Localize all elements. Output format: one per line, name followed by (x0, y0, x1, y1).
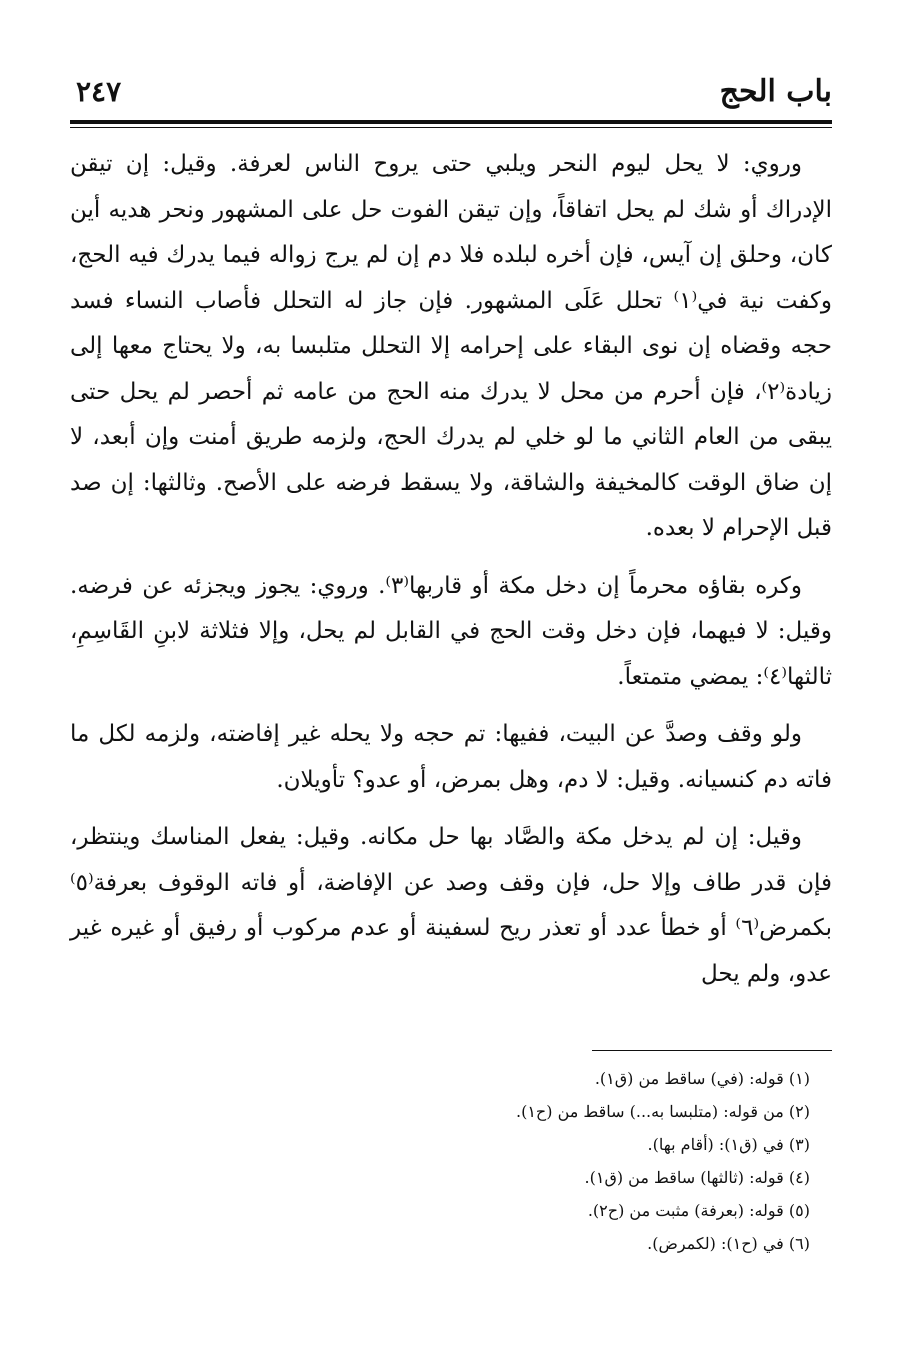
header-rule-thin (70, 127, 832, 128)
footnote: (٣) في (ق١): (أقام بها). (647, 1135, 810, 1154)
footnotes (70, 1062, 832, 1260)
main-text (70, 142, 832, 1009)
footnote: (٥) قوله: (بعرفة) مثبت من (ح٢). (587, 1201, 810, 1220)
paragraph: ولو وقف وصدَّ عن البيت، ففيها: تم حجه ولا يحله غير إفاضته، ولزمه لكل ما فاته دم كنسيانه. وقيل: لا دم، وهل بمرض، أو عدو؟ تأويلان. (70, 721, 832, 793)
running-title: باب الحج (719, 74, 832, 109)
paragraph: وروي: لا يحل ليوم النحر ويلبي حتى يروح الناس لعرفة. وقيل: إن تيقن الإدراك أو شك لم يحل اتفاقاً، وإن تيقن الفوت حل على المشهور ونحر هديه أين كان، وحلق إن آيس، فإن أخره لبلده فلا دم إن لم يرج زواله فيما يدرك فيه الحج، وكفت نية في⁽١⁾ تحلل عَلَى المشهور. فإن جاز له التحلل فأصاب النساء فسد حجه وقضاه إن نوى البقاء على إحرامه إلا التحلل متلبسا به، ولا يحتاج معها إلى زيادة⁽٢⁾، فإن أحرم من محل لا يدرك منه الحج من عامه ثم أحصر لم يحل حتى يبقى من العام الثاني ما لو خلي لم يدرك الحج، ولزمه طريق أمنت وإن أبعد، لا إن ضاق الوقت كالمخيفة والشاقة، ولا يسقط فرضه على الأصح. وثالثها: إن صد قبل الإحرام لا بعده. (70, 151, 833, 541)
footnote: (٦) في (ح١): (لكمرض). (647, 1234, 810, 1253)
footnote-separator (592, 1050, 832, 1051)
page-number: ٢٤٧ (76, 75, 122, 108)
footnote: (٤) قوله: (ثالثها) ساقط من (ق١). (584, 1168, 810, 1187)
page-header (70, 70, 832, 116)
book-page (70, 70, 832, 1310)
paragraph: وقيل: إن لم يدخل مكة والصَّاد بها حل مكانه. وقيل: يفعل المناسك وينتظر، فإن قدر طاف وإلا حل، فإن وقف وصد عن الإفاضة، أو فاته الوقوف بعرفة⁽٥⁾ بكمرض⁽٦⁾ أو خطأ عدد أو تعذر ريح لسفينة أو عدم مركوب أو رفيق أو غيره غير عدو، ولم يحل (70, 824, 832, 987)
header-rule-thick (70, 120, 832, 124)
footnote: (٢) من قوله: (متلبسا به...) ساقط من (ح١). (516, 1102, 810, 1121)
footnote: (١) قوله: (في) ساقط من (ق١). (594, 1069, 810, 1088)
paragraph: وكره بقاؤه محرماً إن دخل مكة أو قاربها⁽٣⁾. وروي: يجوز ويجزئه عن فرضه. وقيل: لا فيهما، فإن دخل وقت الحج في القابل لم يحل، وإلا فثلاثة لابنِ القَاسِمِ، ثالثها⁽٤⁾: يمضي متمتعاً. (70, 572, 832, 690)
